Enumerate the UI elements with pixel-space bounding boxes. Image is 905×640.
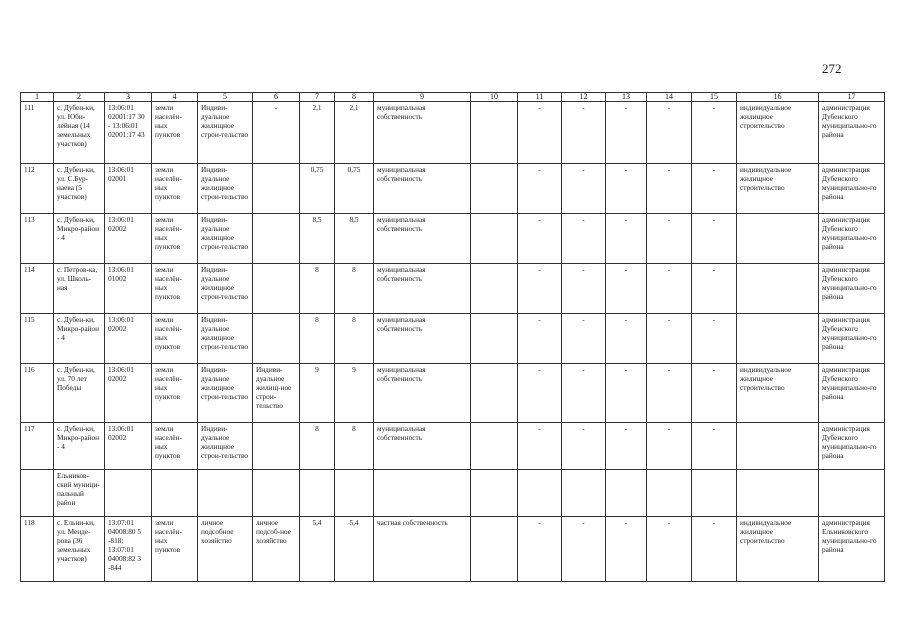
table-cell-col-1: 114: [21, 264, 54, 314]
table-cell-col-3: 13:06:01 01002: [105, 264, 152, 314]
table-cell-col-16: [737, 314, 819, 364]
table-cell-col-8: 5,4: [335, 517, 374, 582]
table-cell-col-12: -: [562, 364, 606, 423]
column-number: 5: [198, 93, 253, 102]
table-cell-col-8: 0,75: [335, 164, 374, 214]
table-cell-col-7: 9: [300, 364, 335, 423]
table-cell-col-9: [374, 470, 471, 517]
table-cell-col-5: Индиви-дуальное жилищное строи-тельство: [198, 164, 253, 214]
column-number: 17: [819, 93, 885, 102]
table-cell-col-6: Индиви-дуальное жилищ-ное строи-тельство: [253, 364, 300, 423]
table-row: [21, 423, 885, 470]
table-cell-col-13: -: [606, 102, 647, 164]
table-cell-col-17: администрация Дубенского муниципально-го района: [819, 314, 885, 364]
table-cell-col-4: земли населён-ных пунктов: [152, 164, 198, 214]
table-cell-col-2: с. Ельни-ки, ул. Менде-рова (36 земельных участков): [54, 517, 105, 582]
table-row: [21, 164, 885, 214]
table-cell-col-16: индивидуальное жилищное строительство: [737, 102, 819, 164]
table-cell-col-17: администрация Ельниковского муниципально-го района: [819, 517, 885, 582]
table-cell-col-9: муниципальная собственность: [374, 102, 471, 164]
column-number: 8: [335, 93, 374, 102]
table-cell-col-10: [471, 423, 518, 470]
table-cell-col-2: с. Дубен-ки, ул. 70 лет Победы: [54, 364, 105, 423]
column-number: 1: [21, 93, 54, 102]
table-cell-col-11: -: [518, 423, 562, 470]
table-cell-col-12: -: [562, 102, 606, 164]
table-cell-col-4: земли населён-ных пунктов: [152, 264, 198, 314]
table-cell-col-2: с. Петров-ка, ул. Школь-ная: [54, 264, 105, 314]
column-number: 10: [471, 93, 518, 102]
table-cell-col-13: -: [606, 423, 647, 470]
table-cell-col-8: 8: [335, 423, 374, 470]
table-cell-col-7: 8,5: [300, 214, 335, 264]
table-cell-col-8: 8,5: [335, 214, 374, 264]
table-cell-col-6: [253, 470, 300, 517]
table-cell-col-1: 111: [21, 102, 54, 164]
table-cell-col-4: земли населён-ных пунктов: [152, 102, 198, 164]
table-cell-col-4: земли населён-ных пунктов: [152, 214, 198, 264]
table-cell-col-1: [21, 470, 54, 517]
table-cell-col-9: муниципальная собственность: [374, 214, 471, 264]
table-cell-col-3: 13:07:01 04008:80 5 -818; 13:07:01 04008:82 3 -844: [105, 517, 152, 582]
table-cell-col-6: -: [253, 102, 300, 164]
table-cell-col-11: -: [518, 102, 562, 164]
table-cell-col-17: администрация Дубенского муниципально-го района: [819, 423, 885, 470]
table-cell-col-6: [253, 314, 300, 364]
table-cell-col-16: индивидуальное жилищное строительство: [737, 517, 819, 582]
table-cell-col-15: -: [692, 214, 737, 264]
table-cell-col-9: муниципальная собственность: [374, 423, 471, 470]
table-cell-col-8: 8: [335, 314, 374, 364]
table-cell-col-15: -: [692, 102, 737, 164]
table-row: [21, 102, 885, 164]
table-cell-col-15: -: [692, 517, 737, 582]
table-cell-col-10: [471, 264, 518, 314]
column-number: 4: [152, 93, 198, 102]
table-cell-col-15: -: [692, 364, 737, 423]
table-cell-col-3: 13:06:01 02002: [105, 364, 152, 423]
table-cell-col-17: администрация Дубенского муниципально-го района: [819, 214, 885, 264]
table-cell-col-8: 8: [335, 264, 374, 314]
column-number: 2: [54, 93, 105, 102]
column-number: 3: [105, 93, 152, 102]
table-cell-col-14: -: [647, 314, 692, 364]
table-cell-col-10: [471, 314, 518, 364]
table-cell-col-5: Индиви-дуальное жилищное строи-тельство: [198, 364, 253, 423]
table-cell-col-16: [737, 264, 819, 314]
table-cell-col-17: [819, 470, 885, 517]
table-cell-col-4: земли населён-ных пунктов: [152, 423, 198, 470]
table-cell-col-1: 117: [21, 423, 54, 470]
table-cell-col-8: 2,1: [335, 102, 374, 164]
table-cell-col-10: [471, 517, 518, 582]
table-cell-col-13: -: [606, 164, 647, 214]
column-number: 14: [647, 93, 692, 102]
table-cell-col-4: земли населён-ных пунктов: [152, 314, 198, 364]
table-cell-col-3: [105, 470, 152, 517]
table-cell-col-6: [253, 164, 300, 214]
table-cell-col-10: [471, 164, 518, 214]
column-number: 12: [562, 93, 606, 102]
table-cell-col-5: личное подсобное хозяйство: [198, 517, 253, 582]
table-cell-col-6: [253, 423, 300, 470]
table-cell-col-5: Индиви-дуальное жилищное строи-тельство: [198, 102, 253, 164]
page-number: 272: [822, 61, 842, 76]
table-cell-col-15: -: [692, 314, 737, 364]
table-cell-col-11: -: [518, 364, 562, 423]
table-cell-col-14: -: [647, 164, 692, 214]
table-row: [21, 314, 885, 364]
table-cell-col-3: 13:06:01 02002: [105, 423, 152, 470]
table-cell-col-5: Индиви-дуальное жилищное строи-тельство: [198, 423, 253, 470]
table-cell-col-14: -: [647, 264, 692, 314]
table-cell-col-13: [606, 470, 647, 517]
table-cell-col-7: 8: [300, 314, 335, 364]
table-cell-col-8: 9: [335, 364, 374, 423]
table-cell-col-5: Индиви-дуальное жилищное строи-тельство: [198, 214, 253, 264]
column-number: 13: [606, 93, 647, 102]
table-cell-col-6: [253, 214, 300, 264]
table-cell-col-2: с. Дубен-ки, ул. С.Бур-наева (5 участков): [54, 164, 105, 214]
table-cell-col-9: муниципальная собственность: [374, 364, 471, 423]
table-cell-col-5: Индиви-дуальное жилищное строи-тельство: [198, 314, 253, 364]
table-cell-col-2: с. Дубен-ки, Микро-район - 4: [54, 214, 105, 264]
table-cell-col-12: -: [562, 423, 606, 470]
table-cell-col-3: 13:06:01 02001: [105, 164, 152, 214]
table-row: [21, 364, 885, 423]
table-cell-col-17: администрация Дубенского муниципально-го района: [819, 364, 885, 423]
table-cell-col-13: -: [606, 264, 647, 314]
table-cell-col-10: [471, 102, 518, 164]
table-cell-col-11: [518, 470, 562, 517]
table-cell-col-1: 113: [21, 214, 54, 264]
table-cell-col-11: -: [518, 214, 562, 264]
table-cell-col-14: -: [647, 423, 692, 470]
table-cell-col-11: -: [518, 314, 562, 364]
table-cell-col-12: -: [562, 264, 606, 314]
column-number: 9: [374, 93, 471, 102]
table-cell-col-7: 5,4: [300, 517, 335, 582]
table-cell-col-1: 118: [21, 517, 54, 582]
table-cell-col-12: -: [562, 214, 606, 264]
table-cell-col-9: муниципальная собственность: [374, 164, 471, 214]
table-cell-col-2: с. Дубен-ки, Микро-район - 4: [54, 423, 105, 470]
table-cell-col-5: [198, 470, 253, 517]
section-row: [21, 470, 885, 517]
table-cell-col-4: [152, 470, 198, 517]
table-cell-col-15: -: [692, 423, 737, 470]
table-cell-col-17: администрация Дубенского муниципально-го района: [819, 164, 885, 214]
table-cell-col-2: Ельников-ский муници-пальный район: [54, 470, 105, 517]
table-cell-col-14: -: [647, 364, 692, 423]
table-cell-col-7: 0,75: [300, 164, 335, 214]
table-cell-col-12: [562, 470, 606, 517]
table-cell-col-12: -: [562, 314, 606, 364]
table-cell-col-12: -: [562, 164, 606, 214]
table-cell-col-17: администрация Дубенского муниципально-го района: [819, 264, 885, 314]
table-cell-col-3: 13:06:01 02002: [105, 214, 152, 264]
table-cell-col-4: земли населён-ных пунктов: [152, 364, 198, 423]
table-cell-col-8: [335, 470, 374, 517]
table-cell-col-13: -: [606, 314, 647, 364]
table-cell-col-7: 8: [300, 264, 335, 314]
table-cell-col-2: с. Дубен-ки, Микро-район - 4: [54, 314, 105, 364]
table-cell-col-16: [737, 470, 819, 517]
column-number: 6: [253, 93, 300, 102]
table-cell-col-7: 8: [300, 423, 335, 470]
column-number-row: [21, 93, 885, 102]
table-cell-col-9: муниципальная собственность: [374, 264, 471, 314]
table-cell-col-2: с. Дубен-ки, ул. Юби-лейная (14 земельных участков): [54, 102, 105, 164]
table-cell-col-5: Индиви-дуальное жилищное строи-тельство: [198, 264, 253, 314]
table-cell-col-10: [471, 214, 518, 264]
table-cell-col-1: 112: [21, 164, 54, 214]
table-cell-col-4: земли населён-ных пунктов: [152, 517, 198, 582]
table-cell-col-3: 13:06:01 02002: [105, 314, 152, 364]
table-cell-col-17: администрация Дубенского муниципально-го района: [819, 102, 885, 164]
table-cell-col-15: [692, 470, 737, 517]
table-cell-col-9: частная собственность: [374, 517, 471, 582]
table-cell-col-14: [647, 470, 692, 517]
column-number: 7: [300, 93, 335, 102]
table-cell-col-13: -: [606, 214, 647, 264]
table-cell-col-11: -: [518, 164, 562, 214]
table-cell-col-1: 116: [21, 364, 54, 423]
table-cell-col-10: [471, 470, 518, 517]
table-cell-col-14: -: [647, 214, 692, 264]
table-cell-col-9: муниципальная собственность: [374, 314, 471, 364]
table-row: [21, 214, 885, 264]
table-cell-col-15: -: [692, 264, 737, 314]
table-cell-col-14: -: [647, 517, 692, 582]
table-cell-col-1: 115: [21, 314, 54, 364]
table-cell-col-13: -: [606, 517, 647, 582]
column-number: 11: [518, 93, 562, 102]
table-cell-col-16: [737, 214, 819, 264]
column-number: 15: [692, 93, 737, 102]
table-cell-col-13: -: [606, 364, 647, 423]
table-cell-col-16: [737, 423, 819, 470]
table-cell-col-6: [253, 264, 300, 314]
registry-table: [20, 92, 885, 582]
table-cell-col-16: индивидуальное жилищное строительство: [737, 164, 819, 214]
table-cell-col-14: -: [647, 102, 692, 164]
table-cell-col-7: 2,1: [300, 102, 335, 164]
column-number: 16: [737, 93, 819, 102]
table-cell-col-11: -: [518, 517, 562, 582]
table-cell-col-11: -: [518, 264, 562, 314]
table-cell-col-3: 13:06:01 02001:17 30 - 13:06:01 02001:17 43: [105, 102, 152, 164]
table-cell-col-15: -: [692, 164, 737, 214]
table-cell-col-6: личное подсоб-ное хозяйство: [253, 517, 300, 582]
table-cell-col-12: -: [562, 517, 606, 582]
table-cell-col-16: индивидуальное жилищное строительство: [737, 364, 819, 423]
table-cell-col-10: [471, 364, 518, 423]
table-row: [21, 264, 885, 314]
table-row: [21, 517, 885, 582]
table-cell-col-7: [300, 470, 335, 517]
